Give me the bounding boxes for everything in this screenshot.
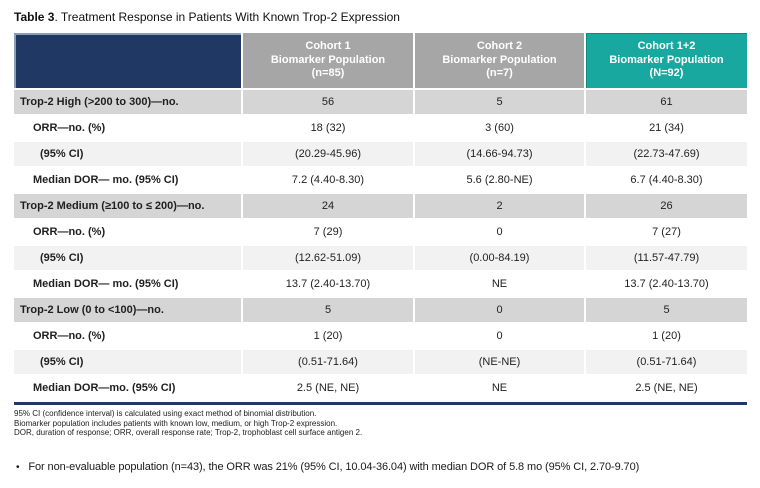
row-label: Trop-2 High (>200 to 300)—no. (14, 89, 242, 115)
table-row (14, 193, 747, 219)
row-label: Median DOR—mo. (95% CI) (14, 375, 242, 401)
cell-value: (0.51-71.64) (585, 349, 747, 375)
row-label: Median DOR— mo. (95% CI) (14, 271, 242, 297)
column-header-line: Biomarker Population (270, 53, 386, 66)
cell-value: (22.73-47.69) (585, 141, 747, 167)
cell-value: 2.5 (NE, NE) (242, 375, 414, 401)
cell-value: 0 (414, 323, 585, 349)
cell-value: (12.62-51.09) (242, 245, 414, 271)
table-row (14, 167, 747, 193)
table-row (14, 245, 747, 271)
column-header-3 (585, 33, 747, 89)
table-title (14, 10, 747, 24)
column-header-line: (N=92) (649, 67, 684, 80)
row-label: ORR—no. (%) (14, 219, 242, 245)
cell-value: 2.5 (NE, NE) (585, 375, 747, 401)
cell-value: (11.57-47.79) (585, 245, 747, 271)
cell-value: 26 (585, 193, 747, 219)
row-label: (95% CI) (14, 141, 242, 167)
column-header-line: Cohort 1+2 (637, 40, 696, 53)
treatment-response-table (14, 33, 747, 402)
table-wrapper (14, 33, 747, 405)
cell-value: 1 (20) (585, 323, 747, 349)
cell-value: 0 (414, 297, 585, 323)
note-text: For non-evaluable population (n=43), the ORR was 21% (95% CI, 10.04-36.04) with median DOR of 5.8 mo (95% CI, 2.70-9.70) (28, 460, 640, 473)
table-row (14, 375, 747, 401)
cell-value: (14.66-94.73) (414, 141, 585, 167)
row-label: ORR—no. (%) (14, 323, 242, 349)
row-label: (95% CI) (14, 349, 242, 375)
column-header-line: Biomarker Population (609, 53, 724, 66)
table-row (14, 115, 747, 141)
cell-value: 2 (414, 193, 585, 219)
cell-value: (20.29-45.96) (242, 141, 414, 167)
cell-value: 21 (34) (585, 115, 747, 141)
column-header-line: (n=7) (486, 67, 513, 80)
header-row (14, 33, 747, 89)
table-row (14, 323, 747, 349)
row-label: Trop-2 Medium (≥100 to ≤ 200)—no. (14, 193, 242, 219)
cell-value: 1 (20) (242, 323, 414, 349)
cell-value: 5.6 (2.80-NE) (414, 167, 585, 193)
cell-value: 0 (414, 219, 585, 245)
table-row (14, 219, 747, 245)
column-header-line: (n=85) (311, 67, 345, 80)
cell-value: 13.7 (2.40-13.70) (585, 271, 747, 297)
cell-value: 7 (29) (242, 219, 414, 245)
table-row (14, 271, 747, 297)
table-title-label: Table 3 (14, 10, 55, 24)
cell-value: 61 (585, 89, 747, 115)
cell-value: 56 (242, 89, 414, 115)
column-header-1 (242, 33, 414, 89)
table-row (14, 141, 747, 167)
cell-value: 7 (27) (585, 219, 747, 245)
cell-value: 7.2 (4.40-8.30) (242, 167, 414, 193)
cell-value: 5 (242, 297, 414, 323)
cell-value: 18 (32) (242, 115, 414, 141)
footnotes (14, 409, 747, 438)
table-row (14, 297, 747, 323)
corner-cell (14, 33, 242, 89)
footnote-line: 95% CI (confidence interval) is calculated using exact method of binomial distribution. (14, 409, 317, 418)
column-header-line: Cohort 2 (476, 40, 523, 53)
column-header-line: Biomarker Population (442, 53, 557, 66)
footnote-line: Biomarker population includes patients with known low, medium, or high Trop-2 expression. (14, 418, 338, 428)
cell-value: 13.7 (2.40-13.70) (242, 271, 414, 297)
table-row (14, 349, 747, 375)
table-title-text: . Treatment Response in Patients With Known Trop-2 Expression (54, 10, 400, 24)
cell-value: NE (414, 375, 585, 401)
non-evaluable-note (14, 461, 747, 474)
cell-value: 5 (414, 89, 585, 115)
row-label: ORR—no. (%) (14, 115, 242, 141)
cell-value: (NE-NE) (414, 349, 585, 375)
row-label: (95% CI) (14, 245, 242, 271)
cell-value: 24 (242, 193, 414, 219)
row-label: Trop-2 Low (0 to <100)—no. (14, 297, 242, 323)
table-row (14, 89, 747, 115)
cell-value: 3 (60) (414, 115, 585, 141)
bullet-icon: • (16, 461, 20, 473)
column-header-line: Cohort 1 (305, 40, 351, 53)
row-label: Median DOR— mo. (95% CI) (14, 167, 242, 193)
cell-value: NE (414, 271, 585, 297)
cell-value: (0.51-71.64) (242, 349, 414, 375)
footnote-line: DOR, duration of response; ORR, overall response rate; Trop-2, trophoblast cell surface antigen 2. (14, 428, 363, 437)
cell-value: 5 (585, 297, 747, 323)
cell-value: 6.7 (4.40-8.30) (585, 167, 747, 193)
column-header-2 (414, 33, 585, 89)
cell-value: (0.00-84.19) (414, 245, 585, 271)
table-body (14, 89, 747, 401)
